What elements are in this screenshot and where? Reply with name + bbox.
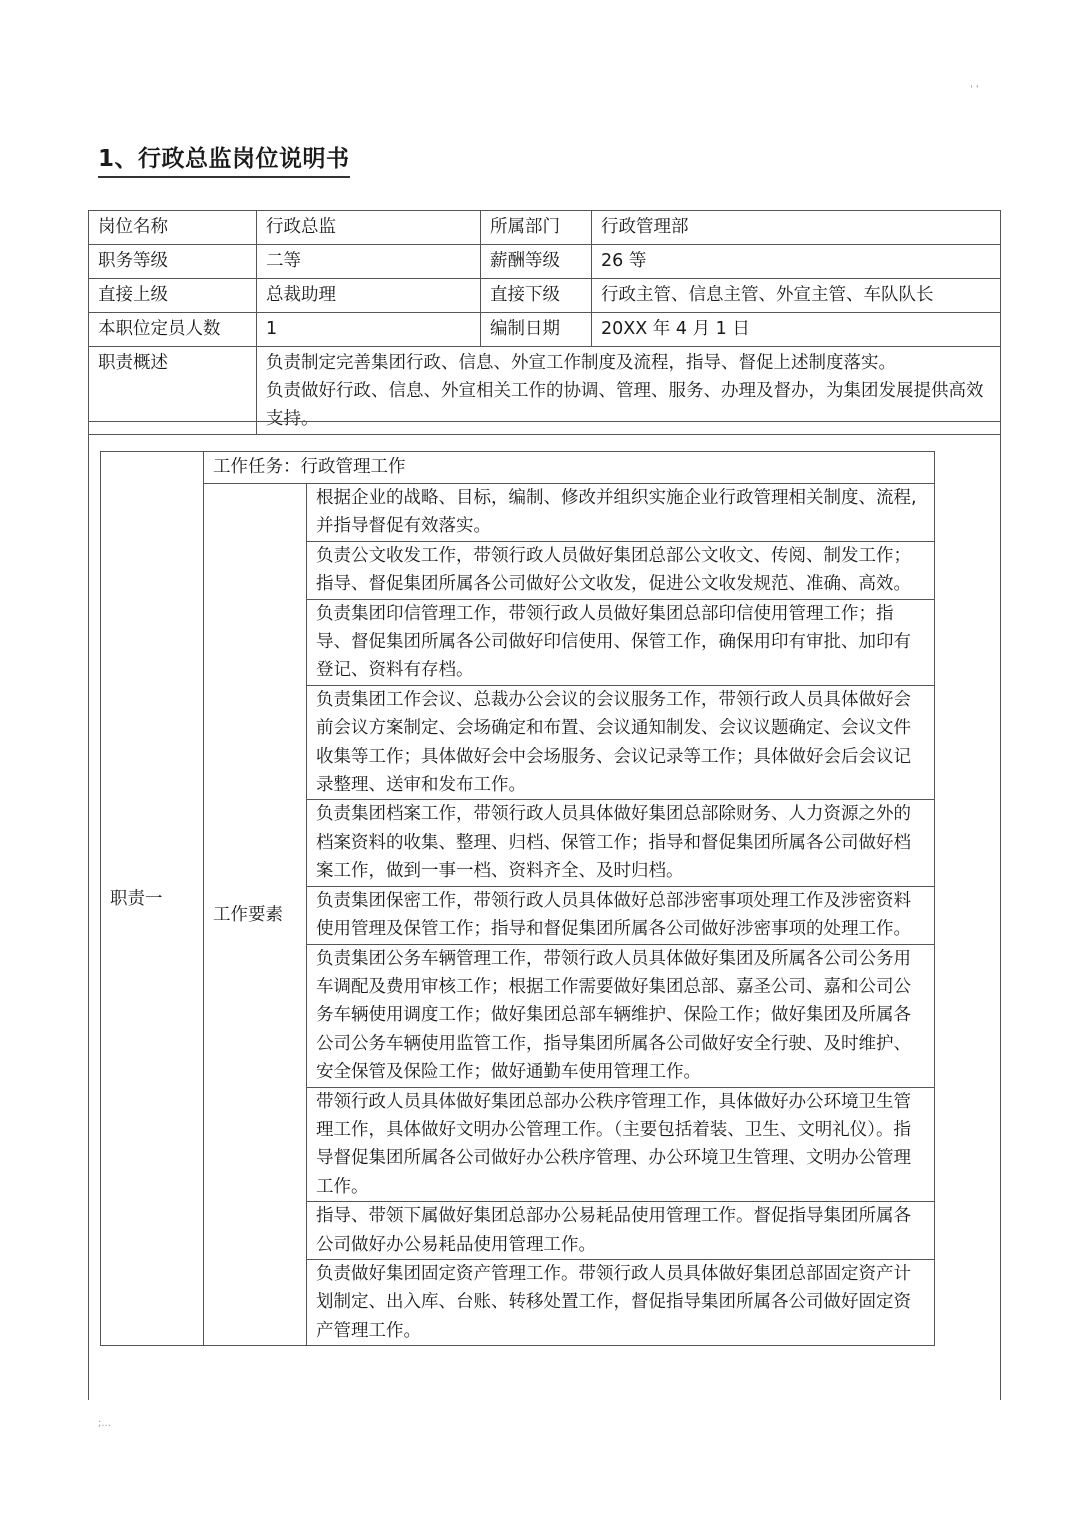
value-department: 行政管理部: [592, 211, 1001, 245]
duty-item: 负责集团印信管理工作，带领行政人员做好集团总部印信使用管理工作；指导、督促集团所属各公司做好印信使用、保管工作，确保用印有审批、加印有登记、资料有存档。: [307, 599, 935, 685]
page-mark-top: ' ': [970, 84, 979, 95]
duty-item: 负责集团公务车辆管理工作，带领行政人员具体做好集团及所属各公司公务用车调配及费用审核工作；根据工作需要做好集团总部、嘉圣公司、嘉和公司公务车辆使用调度工作；做好集团总部车辆维护、保险工作；做好集团及所属各公司公务车辆使用监管工作，指导集团所属各公司做好安全行驶、及时维护、安全保管及保险工作；做好通勤车使用管理工作。: [307, 944, 935, 1087]
value-subordinates: 行政主管、信息主管、外宣主管、车队队长: [592, 279, 1001, 313]
job-info-table: [88, 210, 1001, 435]
label-headcount: 本职位定员人数: [89, 313, 257, 347]
info-row-headcount: [89, 313, 1001, 347]
value-position-name: 行政总监: [257, 211, 481, 245]
duty-item: 根据企业的战略、目标，编制、修改并组织实施企业行政管理相关制度、流程,并指导督促有效落实。: [307, 484, 935, 542]
duty-label: 职责一: [101, 452, 204, 1346]
summary-line-1: 负责制定完善集团行政、信息、外宣工作制度及流程，指导、督促上述制度落实。: [266, 353, 896, 373]
label-salary-grade: 薪酬等级: [481, 245, 592, 279]
duty-task-row: [101, 452, 935, 484]
page-mark-bottom: ;...: [98, 1418, 111, 1429]
duty-table: [100, 451, 935, 1346]
summary-line-2: 负责做好行政、信息、外宣相关工作的协调、管理、服务、办理及督办，为集团发展提供高效支持。: [266, 381, 984, 429]
label-date: 编制日期: [481, 313, 592, 347]
duty-item: 负责集团保密工作，带领行政人员具体做好总部涉密事项处理工作及涉密资料使用管理及保管工作；指导和督促集团所属各公司做好涉密事项的处理工作。: [307, 886, 935, 944]
duty-item-row: [101, 484, 935, 542]
info-row-reporting: [89, 279, 1001, 313]
duty-item: 带领行政人员具体做好集团总部办公秩序管理工作，具体做好办公环境卫生管理工作，具体做好文明办公管理工作。（主要包括着装、卫生、文明礼仪）。指导督促集团所属各公司做好办公秩序管理、办公环境卫生管理、文明办公管理工作。: [307, 1087, 935, 1202]
value-salary-grade: 26 等: [592, 245, 1001, 279]
page-title: 1、行政总监岗位说明书: [98, 143, 350, 178]
label-superior: 直接上级: [89, 279, 257, 313]
value-headcount: 1: [257, 313, 481, 347]
duty-item: 负责集团档案工作，带领行政人员具体做好集团总部除财务、人力资源之外的档案资料的收集、整理、归档、保管工作；指导和督促集团所属各公司做好档案工作，做到一事一档、资料齐全、及时归档。: [307, 800, 935, 886]
duty-item: 负责公文收发工作，带领行政人员做好集团总部公文收文、传阅、制发工作；指导、督促集团所属各公司做好公文收发，促进公文收发规范、准确、高效。: [307, 541, 935, 599]
label-job-grade: 职务等级: [89, 245, 257, 279]
duty-item: 负责做好集团固定资产管理工作。带领行政人员具体做好集团总部固定资产计划制定、出入库、台账、转移处置工作，督促指导集团所属各公司做好固定资产管理工作。: [307, 1259, 935, 1345]
label-subordinates: 直接下级: [481, 279, 592, 313]
label-summary: 职责概述: [89, 347, 257, 435]
info-row-grade: [89, 245, 1001, 279]
value-job-grade: 二等: [257, 245, 481, 279]
label-position-name: 岗位名称: [89, 211, 257, 245]
duty-item: 负责集团工作会议、总裁办公会议的会议服务工作，带领行政人员具体做好会前会议方案制定、会场确定和布置、会议通知制发、会议议题确定、会议文件收集等工作；具体做好会中会场服务、会议记录等工作；具体做好会后会议记录整理、送审和发布工作。: [307, 685, 935, 800]
value-superior: 总裁助理: [257, 279, 481, 313]
info-row-position: [89, 211, 1001, 245]
work-elements-label: 工作要素: [204, 484, 307, 1346]
duty-task: 工作任务：行政管理工作: [204, 452, 935, 484]
value-date: 20XX 年 4 月 1 日: [592, 313, 1001, 347]
label-department: 所属部门: [481, 211, 592, 245]
duty-item: 指导、带领下属做好集团总部办公易耗品使用管理工作。督促指导集团所属各公司做好办公易耗品使用管理工作。: [307, 1202, 935, 1260]
